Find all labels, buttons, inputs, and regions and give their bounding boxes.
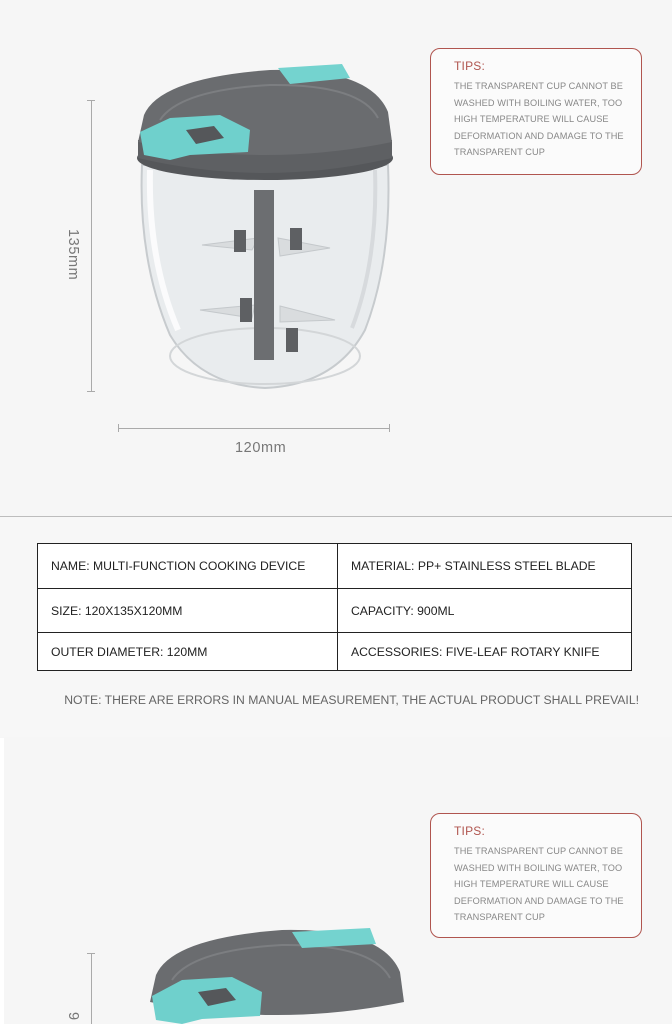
chopper-product-image xyxy=(142,920,417,1024)
spec-accessories: ACCESSORIES: FIVE-LEAF ROTARY KNIFE xyxy=(338,633,632,671)
table-row xyxy=(38,544,632,589)
spec-material: MATERIAL: PP+ STAINLESS STEEL BLADE xyxy=(338,544,632,589)
tips-box xyxy=(430,813,642,938)
height-tick-top xyxy=(87,953,95,954)
height-tick-top xyxy=(87,100,95,101)
width-tick-right xyxy=(389,424,390,432)
height-label-partial: 9 xyxy=(65,1012,81,1021)
tips-heading: TIPS: xyxy=(454,59,486,73)
tips-heading: TIPS: xyxy=(454,824,486,838)
tips-body: THE TRANSPARENT CUP CANNOT BE WASHED WITH BOILING WATER, TOO HIGH TEMPERATURE WILL CAUSE DEFORMATION AND DAMAGE TO THE TRANSPARENT CUP xyxy=(454,846,624,923)
tips-body: THE TRANSPARENT CUP CANNOT BE WASHED WITH BOILING WATER, TOO HIGH TEMPERATURE WILL CAUSE DEFORMATION AND DAMAGE TO THE TRANSPARENT CUP xyxy=(454,81,624,158)
specifications-table xyxy=(37,543,632,671)
width-tick-left xyxy=(118,424,119,432)
table-row xyxy=(38,589,632,633)
spec-size: SIZE: 120X135X120MM xyxy=(38,589,338,633)
spec-name: NAME: MULTI-FUNCTION COOKING DEVICE xyxy=(38,544,338,589)
height-tick-bottom xyxy=(87,391,95,392)
chopper-product-image xyxy=(130,60,405,395)
measurement-note: NOTE: THERE ARE ERRORS IN MANUAL MEASUREMENT, THE ACTUAL PRODUCT SHALL PREVAIL! xyxy=(64,693,639,707)
width-label: 120mm xyxy=(235,440,287,456)
height-dimension-line xyxy=(91,100,92,392)
width-dimension-line xyxy=(118,428,390,429)
spec-capacity: CAPACITY: 900ML xyxy=(338,589,632,633)
specifications-section xyxy=(0,517,672,737)
tips-box xyxy=(430,48,642,175)
table-row xyxy=(38,633,632,671)
spec-outer-diameter: OUTER DIAMETER: 120MM xyxy=(38,633,338,671)
left-edge-stripe xyxy=(0,738,4,1024)
height-label: 135mm xyxy=(65,229,81,281)
product-dimensions-section-repeat xyxy=(0,738,672,1024)
height-dimension-line xyxy=(91,953,92,1024)
